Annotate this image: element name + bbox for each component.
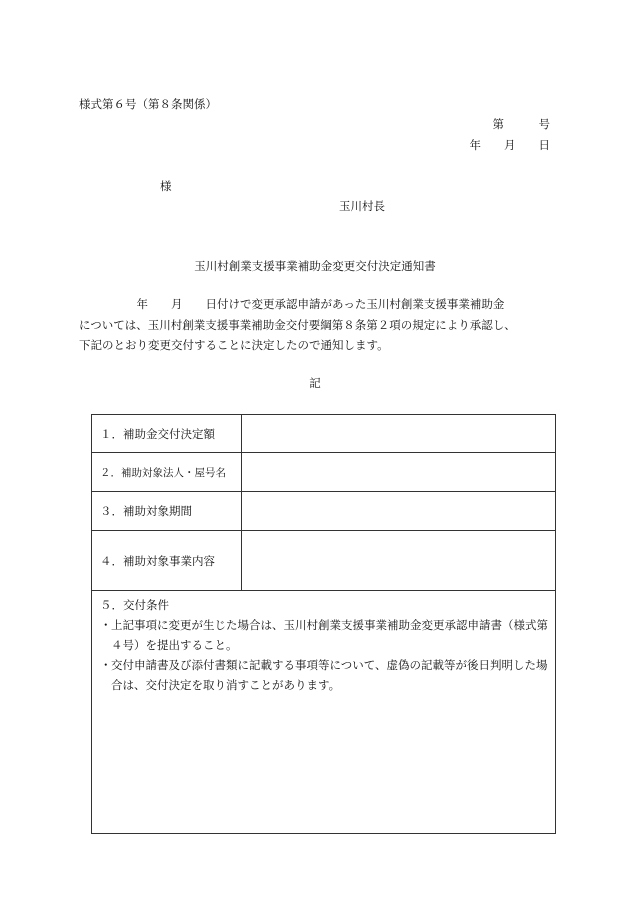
- conditions-heading: ５．交付条件: [100, 598, 169, 612]
- condition-text: 上記事項に変更が生じた場合は、玉川村創業支援事業補助金変更承認申請書（様式第４号）を提出すること。: [111, 618, 548, 652]
- document-number: 第 号: [492, 117, 550, 131]
- details-table: [91, 414, 556, 834]
- recipient-honorific: 様: [160, 179, 172, 193]
- document-title: 玉川村創業支援事業補助金変更交付決定通知書: [194, 259, 436, 273]
- form-number: 様式第６号（第８条関係）: [79, 97, 217, 111]
- condition-item: [100, 655, 549, 695]
- row-label-business-name: ２．補助対象法人・屋号名: [92, 453, 242, 491]
- condition-item: [100, 615, 549, 655]
- document-date: 年 月 日: [469, 138, 550, 152]
- bullet-mark: ・: [100, 658, 112, 672]
- condition-text: 交付申請書及び添付書類に記載する事項等について、虚偽の記載等が後日判明した場合は、交付決定を取り消すことがあります。: [111, 658, 548, 692]
- ki-heading: 記: [309, 376, 321, 390]
- body-text: [79, 294, 554, 356]
- row-label-project-content: ４．補助対象事業内容: [92, 531, 242, 590]
- row-value-project-content: [242, 531, 555, 590]
- table-row: [92, 415, 555, 453]
- table-row: [92, 531, 555, 591]
- row-value-period: [242, 492, 555, 530]
- sender-name: 玉川村長: [339, 199, 385, 213]
- row-value-grant-amount: [242, 415, 555, 452]
- row-value-business-name: [242, 453, 555, 491]
- body-line: 年 月 日付けで変更承認申請があった玉川村創業支援事業補助金: [79, 297, 505, 311]
- conditions-cell: [92, 591, 555, 695]
- row-label-grant-amount: １．補助金交付決定額: [92, 415, 242, 452]
- body-line: 下記のとおり変更交付することに決定したので通知します。: [79, 338, 389, 352]
- table-row: [92, 453, 555, 492]
- body-line: については、玉川村創業支援事業補助金交付要綱第８条第２項の規定により承認し、: [79, 317, 516, 332]
- bullet-mark: ・: [100, 618, 112, 632]
- table-row: [92, 492, 555, 531]
- row-label-period: ３．補助対象期間: [92, 492, 242, 530]
